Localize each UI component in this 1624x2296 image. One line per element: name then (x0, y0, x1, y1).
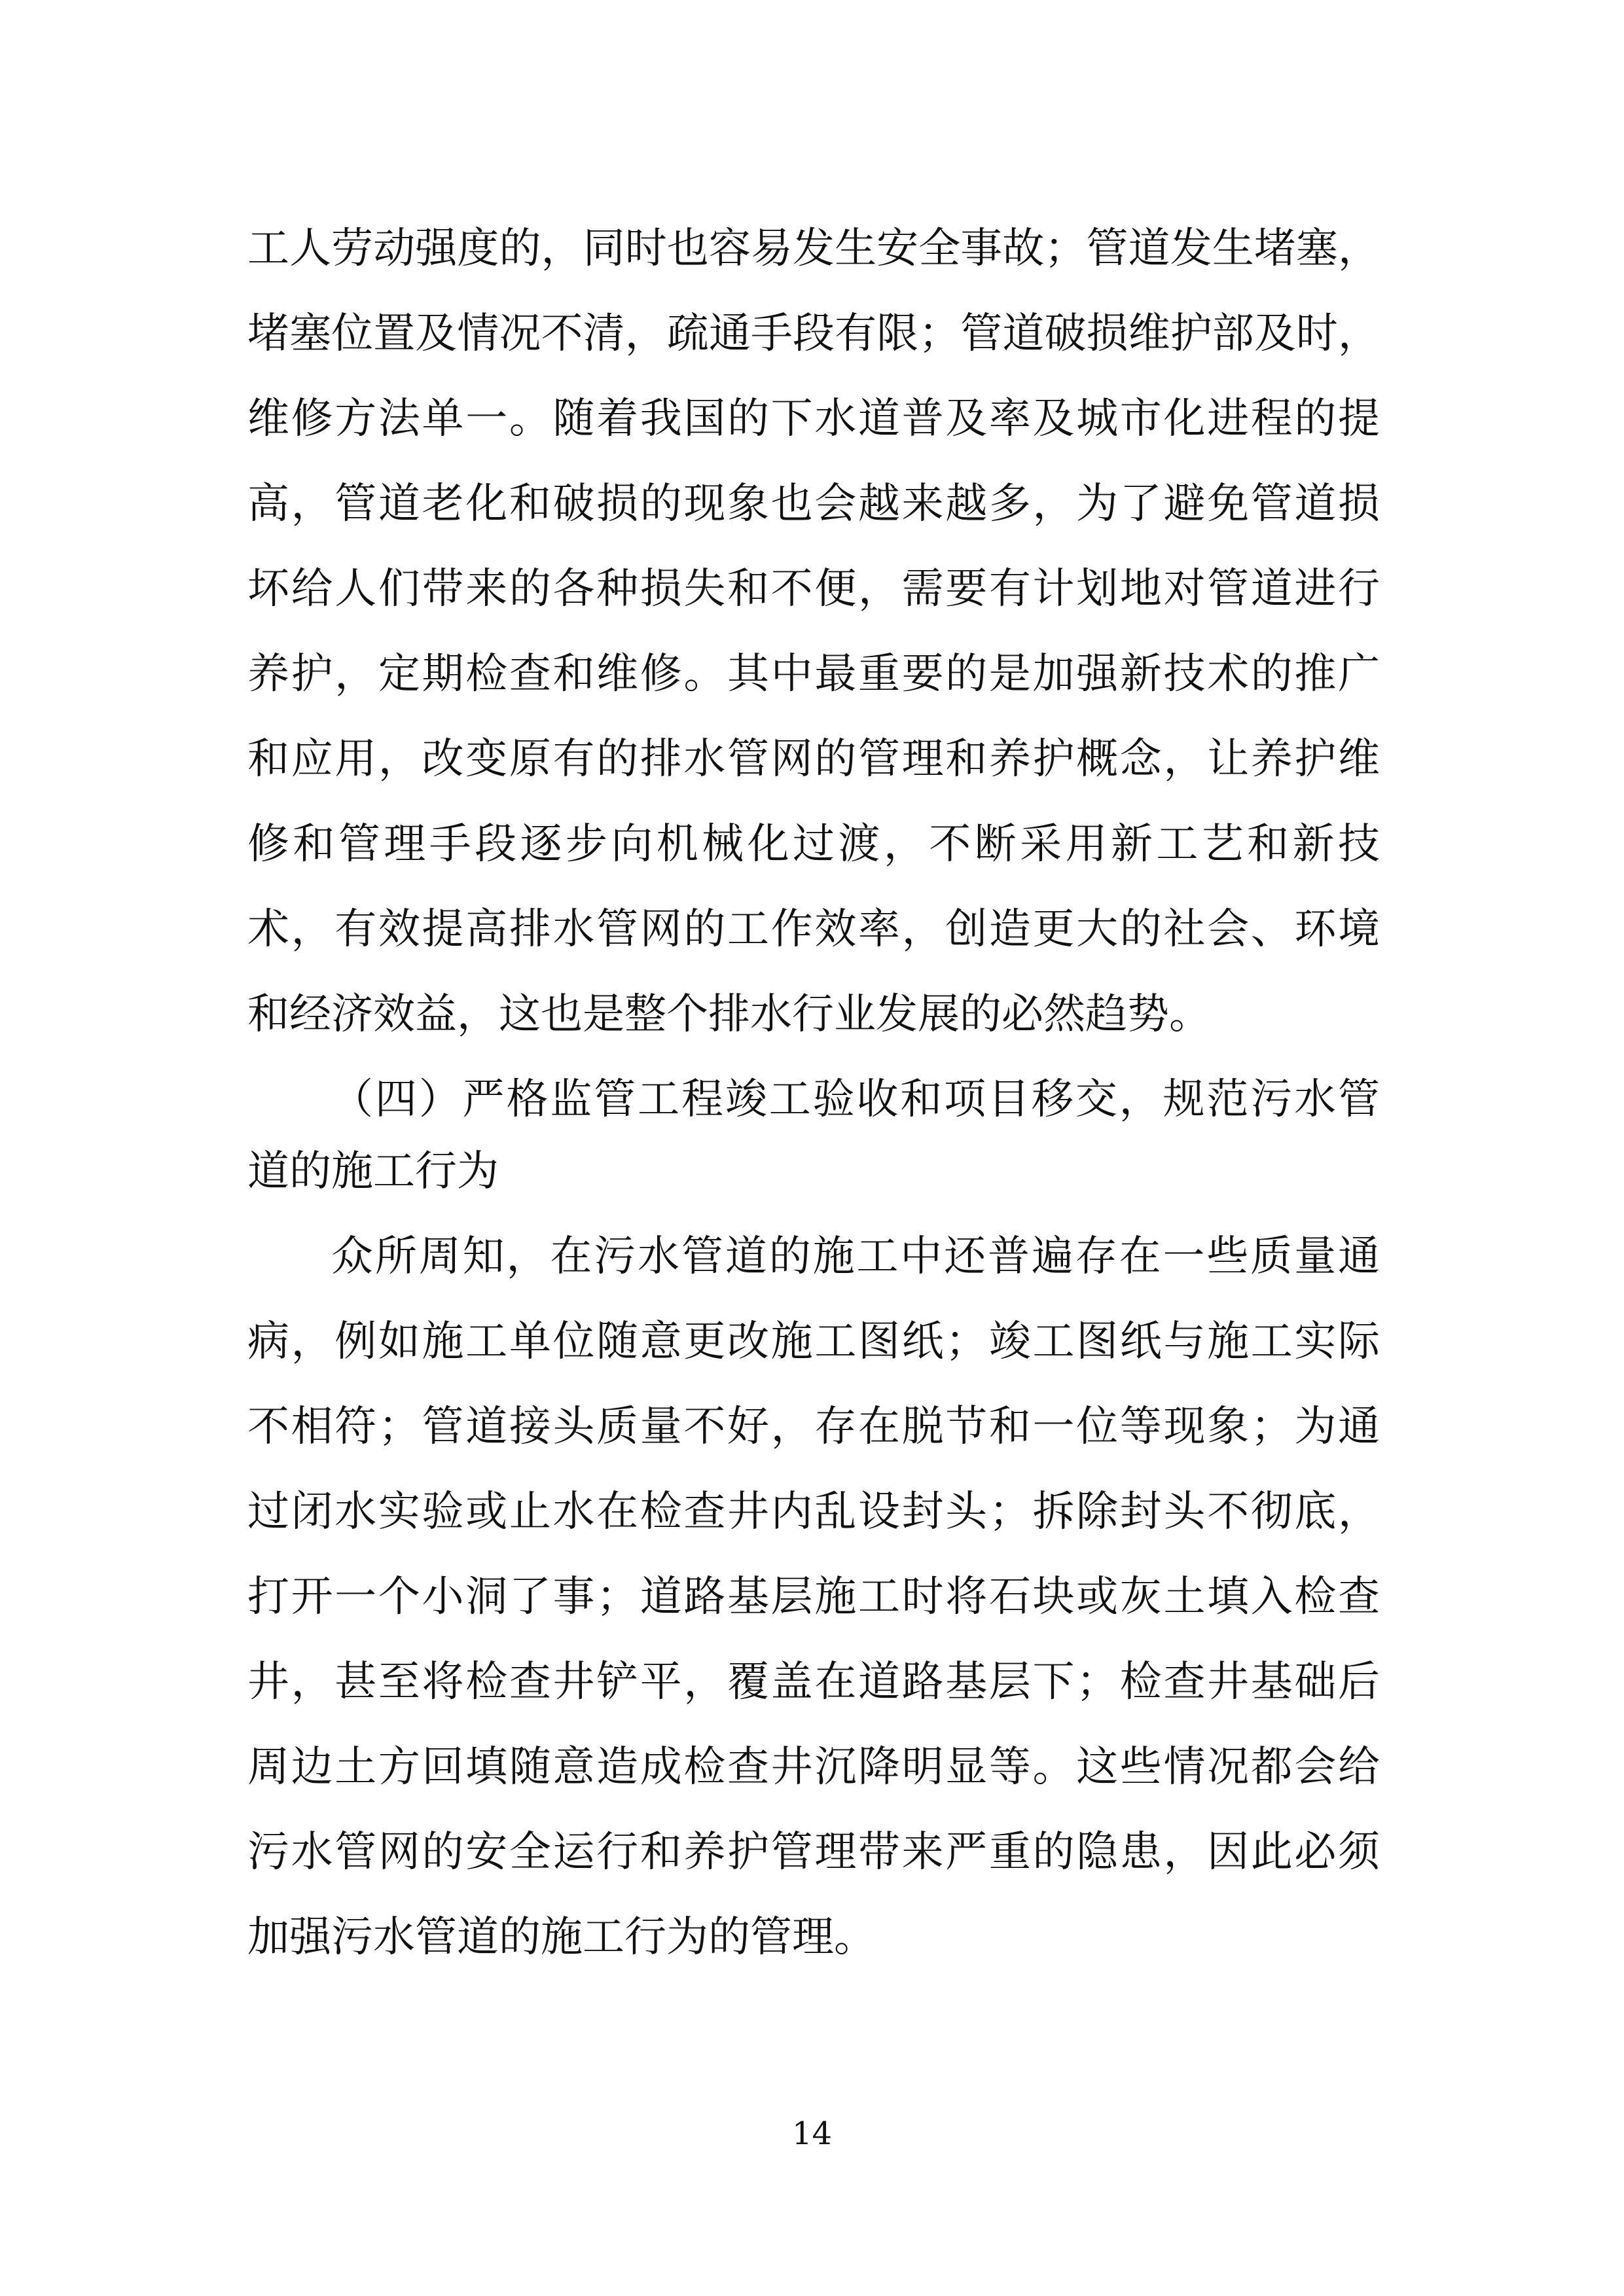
paragraph-line: 堵塞位置及情况不清，疏通手段有限；管道破损维护部及时， (247, 310, 1380, 358)
paragraph-line: 和经济效益，这也是整个排水行业发展的必然趋势。 (247, 990, 1211, 1039)
heading-line: （四）严格监管工程竣工验收和项目移交，规范污水管 (331, 1075, 1380, 1124)
paragraph-line: 病，例如施工单位随意更改施工图纸；竣工图纸与施工实际 (247, 1318, 1380, 1366)
paragraph-line: 加强污水管道的施工行为的管理。 (247, 1913, 876, 1962)
paragraph-line: 修和管理手段逐步向机械化过渡，不断采用新工艺和新技 (247, 820, 1380, 869)
paragraph-line: 术，有效提高排水管网的工作效率，创造更大的社会、环境 (247, 905, 1380, 954)
paragraph-line: 众所周知，在污水管道的施工中还普遍存在一些质量通 (331, 1232, 1380, 1281)
paragraph-line: 打开一个小洞了事；道路基层施工时将石块或灰土填入检查 (247, 1573, 1380, 1621)
page-number: 14 (791, 2115, 833, 2152)
paragraph-line: 和应用，改变原有的排水管网的管理和养护概念，让养护维 (247, 735, 1380, 783)
paragraph-line: 不相符；管道接头质量不好，存在脱节和一位等现象；为通 (247, 1403, 1380, 1451)
paragraph-line: 维修方法单一。随着我国的下水道普及率及城市化进程的提 (247, 395, 1380, 443)
paragraph-line: 高，管道老化和破损的现象也会越来越多，为了避免管道损 (247, 480, 1380, 528)
paragraph-line: 工人劳动强度的，同时也容易发生安全事故；管道发生堵塞， (247, 224, 1380, 273)
paragraph-line: 周边土方回填随意造成检查井沉降明显等。这些情况都会给 (247, 1743, 1380, 1791)
paragraph-line: 坏给人们带来的各种损失和不便，需要有计划地对管道进行 (247, 565, 1380, 613)
paragraph-line: 污水管网的安全运行和养护管理带来严重的隐患，因此必须 (247, 1828, 1380, 1876)
paragraph-line: 井，甚至将检查井铲平，覆盖在道路基层下；检查井基础后 (247, 1658, 1380, 1706)
heading-line: 道的施工行为 (247, 1147, 499, 1196)
paragraph-line: 过闭水实验或止水在检查井内乱设封头；拆除封头不彻底， (247, 1488, 1380, 1536)
paragraph-line: 养护，定期检查和维修。其中最重要的是加强新技术的推广 (247, 650, 1380, 698)
